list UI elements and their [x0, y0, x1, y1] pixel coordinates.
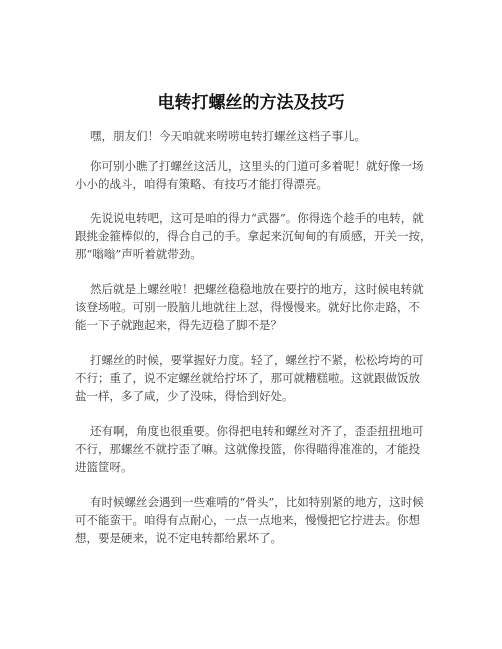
paragraph-1 [0, 127, 502, 145]
paragraph-line: 不行；重了，说不定螺丝就给拧坏了，那可就糟糕啦。这就跟做饭放 [75, 371, 420, 385]
paragraph-line: 有时候螺丝会遇到一些难啃的“骨头”，比如特别紧的地方，这时候 [90, 495, 424, 509]
paragraph-5 [0, 351, 502, 405]
paragraph-2 [0, 157, 502, 193]
paragraph-4 [0, 280, 502, 334]
paragraph-line: 盐一样，多了咸，少了没味，得恰到好处。 [75, 389, 294, 403]
paragraph-line: 不行，那螺丝不就拧歪了嘛。这就像投篮，你得瞄得准准的，才能投 [75, 442, 420, 456]
paragraph-line: 该登场啦。可别一股脑儿地就往上怼，得慢慢来。就好比你走路，不 [75, 300, 420, 314]
paragraph-line: 能一下子就跑起来，得先迈稳了脚不是？ [75, 318, 282, 332]
paragraph-line: 小小的战斗，咱得有策略、有技巧才能打得漂亮。 [75, 177, 328, 191]
paragraph-line: 打螺丝的时候，要掌握好力度。轻了，螺丝拧不紧，松松垮垮的可 [90, 353, 424, 367]
paragraph-line: 跟挑金箍棒似的，得合自己的手。拿起来沉甸甸的有质感，开关一按， [75, 229, 432, 243]
paragraph-line: 进篮筐呀。 [75, 460, 133, 474]
paragraph-line: 可不能蛮干。咱得有点耐心，一点一点地来，慢慢把它拧进去。你想 [75, 513, 420, 527]
paragraph-line: 然后就是上螺丝啦！把螺丝稳稳地放在要拧的地方，这时候电转就 [90, 282, 424, 296]
paragraph-line: 想，要是硬来，说不定电转都给累坏了。 [75, 531, 282, 545]
paragraph-line: 嘿，朋友们！今天咱就来唠唠电转打螺丝这档子事儿。 [90, 129, 366, 143]
paragraph-6 [0, 422, 502, 476]
paragraph-line: 那“嗡嗡”声听着就带劲。 [75, 247, 202, 261]
paragraph-3 [0, 209, 502, 263]
paragraph-7 [0, 493, 502, 547]
paragraph-line: 先说说电转吧，这可是咱的得力“武器”。你得选个趁手的电转，就 [90, 211, 424, 225]
paragraph-line: 你可别小瞧了打螺丝这活儿，这里头的门道可多着呢！就好像一场 [90, 159, 424, 173]
paragraph-line: 还有啊，角度也很重要。你得把电转和螺丝对齐了，歪歪扭扭地可 [90, 424, 424, 438]
document-title: 电转打螺丝的方法及技巧 [157, 93, 345, 113]
